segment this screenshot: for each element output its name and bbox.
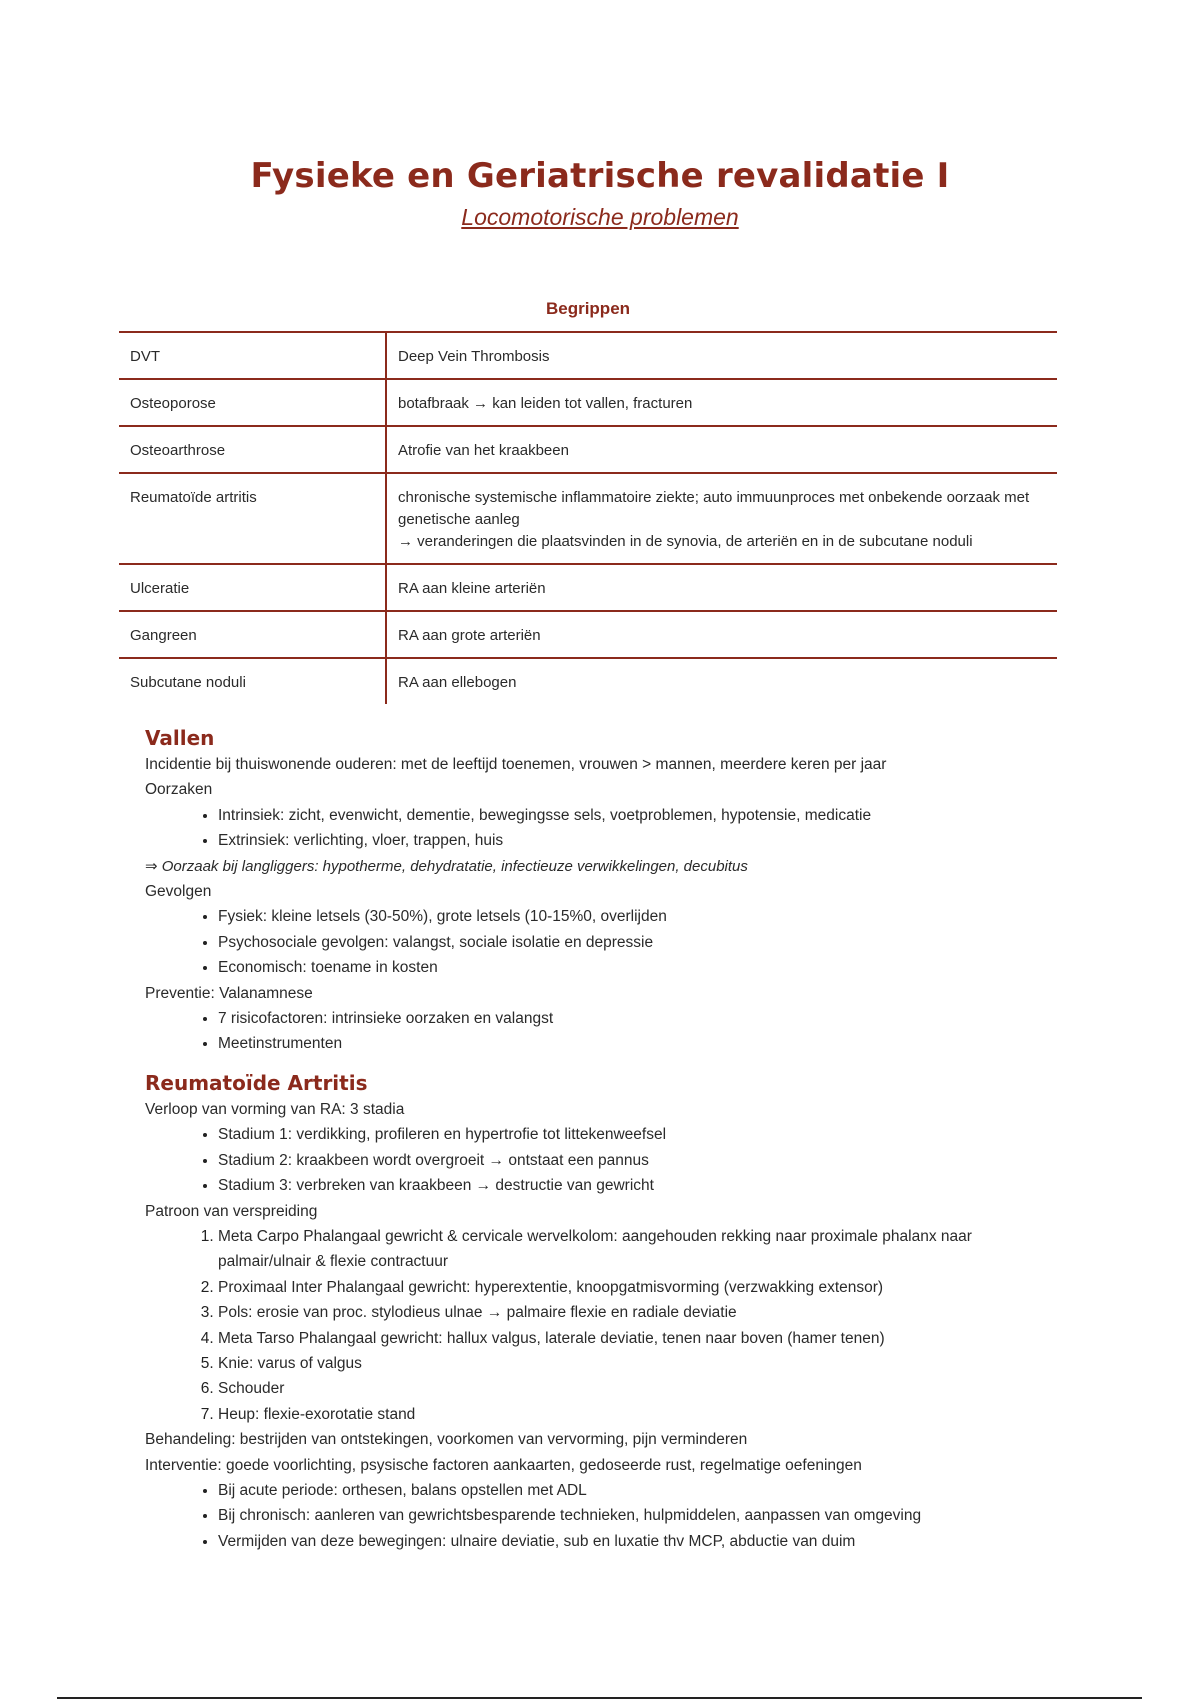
bottom-divider [57,1697,1142,1699]
term-cell: Osteoporose [119,379,386,426]
list-item: • Meetinstrumenten [218,1031,1045,1056]
interventie-list [145,1478,1045,1554]
list-item: • Psychosociale gevolgen: valangst, sociale isolatie en depressie [218,930,1045,955]
list-item: • Vermijden van deze bewegingen: ulnaire deviatie, sub en luxatie thv MCP, abductie van duim [218,1529,1045,1554]
list-item: 3. Pols: erosie van proc. stylodieus ulnae → palmaire flexie en radiale deviatie [218,1300,1045,1325]
list-item: • Intrinsiek: zicht, evenwicht, dementie, bewegingsse sels, voetproblemen, hypotensie, medicatie [218,803,1045,828]
patroon-list [145,1224,1045,1427]
table-row [119,426,1057,473]
term-cell: Reumatoïde artritis [119,473,386,564]
definition-cell: RA aan ellebogen [386,658,1057,704]
definition-cell: RA aan grote arteriën [386,611,1057,658]
behandeling-text: Behandeling: bestrijden van ontstekingen, voorkomen van vervorming, pijn verminderen [145,1431,748,1449]
begrippen-table [119,331,1057,704]
list-item: 6. Schouder [218,1376,1045,1401]
section-heading-vallen: Vallen [145,726,215,750]
incidentie-text: Incidentie bij thuiswonende ouderen: met de leeftijd toenemen, vrouwen > mannen, meerdere keren per jaar [145,756,887,773]
list-item: 4. Meta Tarso Phalangaal gewricht: hallux valgus, laterale deviatie, tenen naar boven (hamer tenen) [218,1326,1045,1351]
patroon-label: Patroon van verspreiding [145,1202,318,1220]
table-row [119,332,1057,379]
section-heading-ra: Reumatoïde Artritis [145,1070,368,1095]
gevolgen-list [145,904,1045,980]
verloop-label: Verloop van vorming van RA: 3 stadia [145,1100,405,1118]
list-item: • Bij acute periode: orthesen, balans opstellen met ADL [218,1478,1045,1503]
oorzaken-list [145,803,1045,854]
list-item: • Stadium 1: verdikking, profileren en hypertrofie tot littekenweefsel [218,1122,1045,1147]
definition-cell: RA aan kleine arteriën [386,564,1057,611]
definition-cell: Atrofie van het kraakbeen [386,426,1057,473]
list-item: 2. Proximaal Inter Phalangaal gewricht: hyperextentie, knoopgatmisvorming (verzwakking extensor) [218,1275,1045,1300]
list-item: • Extrinsiek: verlichting, vloer, trappen, huis [218,828,1045,853]
list-item: • Fysiek: kleine letsels (30-50%), grote letsels (10-15%0, overlijden [218,904,1045,929]
main-content [145,724,1045,1554]
definition-cell: Deep Vein Thrombosis [386,332,1057,379]
page-subtitle: Locomotorische problemen [461,204,739,230]
table-row [119,658,1057,704]
term-cell: Gangreen [119,611,386,658]
gevolgen-label: Gevolgen [145,883,212,901]
definition-cell: botafbraak → kan leiden tot vallen, fracturen [386,379,1057,426]
table-row [119,564,1057,611]
term-cell: Subcutane noduli [119,658,386,704]
langliggers-note: ⇒ Oorzaak bij langliggers: hypotherme, dehydratatie, infectieuze verwikkelingen, decubitus [145,857,748,875]
list-item: • Economisch: toename in kosten [218,955,1045,980]
table-row [119,473,1057,564]
list-item: 1. Meta Carpo Phalangaal gewricht & cervicale wervelkolom: aangehouden rekking naar proximale phalanx naar palmair/ulnair & flexie contractuur [218,1224,1045,1275]
list-item: 7. Heup: flexie-exorotatie stand [218,1402,1045,1427]
list-item: 5. Knie: varus of valgus [218,1351,1045,1376]
list-item: • Stadium 2: kraakbeen wordt overgroeit → ontstaat een pannus [218,1148,1045,1173]
table-caption: Begrippen [545,299,631,318]
definition-line: → veranderingen die plaatsvinden in de synovia, de arteriën en in de subcutane noduli [398,533,973,550]
table-row [119,379,1057,426]
interventie-text: Interventie: goede voorlichting, psysische factoren aankaarten, gedoseerde rust, regelmatige oefeningen [145,1456,862,1474]
list-item: • Bij chronisch: aanleren van gewrichtsbesparende technieken, hulpmiddelen, aanpassen van omgeving [218,1503,1045,1528]
preventie-label: Preventie: Valanamnese [145,984,313,1002]
stadia-list [145,1122,1045,1198]
list-item: • Stadium 3: verbreken van kraakbeen → destructie van gewricht [218,1173,1045,1198]
page-title: Fysieke en Geriatrische revalidatie I [250,156,950,196]
list-item: • 7 risicofactoren: intrinsieke oorzaken en valangst [218,1006,1045,1031]
preventie-list [145,1006,1045,1057]
term-cell: Osteoarthrose [119,426,386,473]
definition-cell [386,473,1057,564]
definition-line: chronische systemische inflammatoire ziekte; auto immuunproces met onbekende oorzaak met genetische aanleg [398,489,1030,528]
oorzaken-label: Oorzaken [145,781,213,799]
term-cell: DVT [119,332,386,379]
term-cell: Ulceratie [119,564,386,611]
table-row [119,611,1057,658]
